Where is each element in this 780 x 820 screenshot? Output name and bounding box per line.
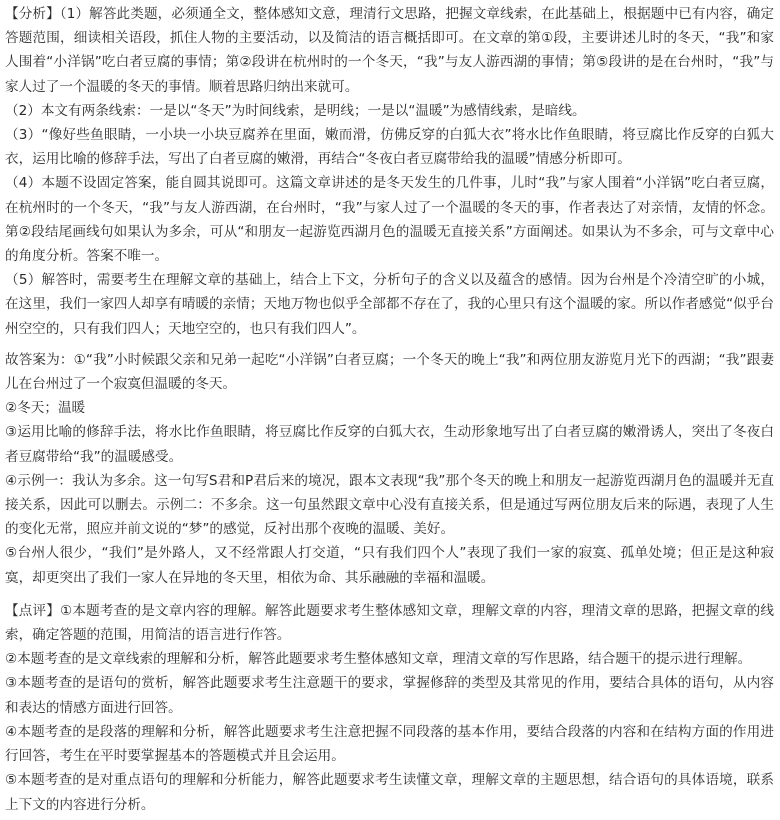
answer-paragraph-1: 故答案为：①“我”小时候跟父亲和兄弟一起吃“小洋锅”白者豆腐；一个冬天的晚上“我”和两位朋友游览月光下的西湖；“我”跟妻儿在台州过了一个寂寞但温暖的冬天。 [5, 351, 774, 393]
answer-paragraph-2: ②冬天；温暖 [5, 400, 86, 417]
analysis-paragraph-4: （4）本题不设固定答案，能自圆其说即可。这篇文章讲述的是冬天发生的几件事，儿时“我”与家人围着“小洋锅”吃白者豆腐，在杭州时的一个冬天，“我”与友人游西湖，在台州时，“我”与家人过了一个温暖的冬天的事，作者表达了对亲情，友情的怀念。第②段结尾画线句如果认为多余，可从“和朋友一起游览西湖月色的温暖无直接关系”方面阐述。如果认为不多余，可与文章中心的角度分析。答案不唯一。 [5, 175, 774, 265]
comment-paragraph-5: ⑤本题考查的是对重点语句的理解和分析能力，解答此题要求考生读懂文章，理解文章的主题思想，结合语句的具体语境，联系上下文的内容进行分析。 [5, 772, 774, 813]
analysis-paragraph-1: 【分析】（1）解答此类题，必须通全文，整体感知文意，理清行文思路，把握文章线索，在此基础上，根据题中已有内容，确定答题范围，细读相关语段，抓住人物的主要活动，以及简洁的语言概括即可。在文章的第①段，主要讲述儿时的冬天，“我”和家人围着“小洋锅”吃白者豆腐的事情；第②段讲在杭州时的一个冬天，“我”与友人游西湖的事情；第⑤段讲的是在台州时，“我”与家人过了一个温暖的冬天的事情。顺着思路归纳出来就可。 [5, 6, 774, 95]
analysis-paragraph-5: （5）解答时，需要考生在理解文章的基础上，结合上下文，分析句子的含义以及蕴含的感情。因为台州是个冷清空旷的小城，在这里，我们一家四人却享有晴暖的亲情；天地万物也似乎全部都不存在了，我的心里只有这个温暖的家。所以作者感觉“似乎台州空空的，只有我们四人；天地空空的，也只有我们四人”。 [5, 272, 774, 337]
answer-paragraph-4: ④示例一：我认为多余。这一句写S君和P君后来的境况，跟本文表现“我”那个冬天的晚上和朋友一起游览西湖月色的温暖并无直接关系，因此可以删去。示例二：不多余。这一句虽然跟文章中心没有直接关系，但是通过写两位朋友后来的际遇，表现了人生的变化无常，照应并前文说的“梦”的感觉，反衬出那个夜晚的温暖、美好。 [5, 472, 774, 538]
analysis-section [5, 2, 774, 341]
comment-paragraph-1: 【点评】①本题考查的是文章内容的理解。解答此题要求考生整体感知文章，理解文章的内容，理清文章的思路，把握文章的线索，确定答题的范围，用简洁的语言进行作答。 [5, 602, 775, 644]
comment-paragraph-3: ③本题考查的是语句的赏析，解答此题要求考生注意题干的要求，掌握修辞的类型及其常见的作用，要结合具体的语句，从内容和表达的情感方面进行回答。 [5, 675, 774, 716]
answer-paragraph-3: ③运用比喻的修辞手法，将水比作鱼眼睛，将豆腐比作反穿的白狐大衣，生动形象地写出了白者豆腐的嫩滑诱人，突出了冬夜白者豆腐带给“我”的温暖感受。 [5, 424, 774, 465]
comment-paragraph-4: ④本题考查的是段落的理解和分析，解答此题要求考生注意把握不同段落的基本作用，要结合段落的内容和在结构方面的作用进行回答，考生在平时要掌握基本的答题模式并且会运用。 [5, 723, 774, 765]
answers-section [5, 348, 774, 590]
comments-label: 【点评】 [5, 602, 61, 619]
comments-section [5, 599, 774, 817]
analysis-paragraph-2: （2）本文有两条线索：一是以“冬天”为时间线索，是明线；一是以“温暖”为感情线索，是暗线。 [5, 102, 586, 119]
analysis-label: 【分析】 [5, 6, 60, 22]
comment-paragraph-2: ②本题考查的是文章线索的理解和分析，解答此题要求考生整体感知文章，理清文章的写作思路，结合题干的提示进行理解。 [5, 651, 752, 668]
answer-paragraph-5: ⑤台州人很少，“我们”是外路人，又不经常跟人打交道，“只有我们四个人”表现了我们一家的寂寞、孤单处境；但正是这种寂寞，却更突出了我们一家人在异地的冬天里，相依为命、其乐融融的幸福和温暖。 [5, 545, 774, 586]
analysis-paragraph-3: （3）“像好些鱼眼睛，一小块一小块豆腐养在里面，嫩而滑，仿佛反穿的白狐大衣”将水比作鱼眼睛，将豆腐比作反穿的白狐大衣，运用比喻的修辞手法，写出了白者豆腐的嫩滑，再结合“冬夜白者豆腐带给我的温暖”情感分析即可。 [5, 127, 774, 168]
